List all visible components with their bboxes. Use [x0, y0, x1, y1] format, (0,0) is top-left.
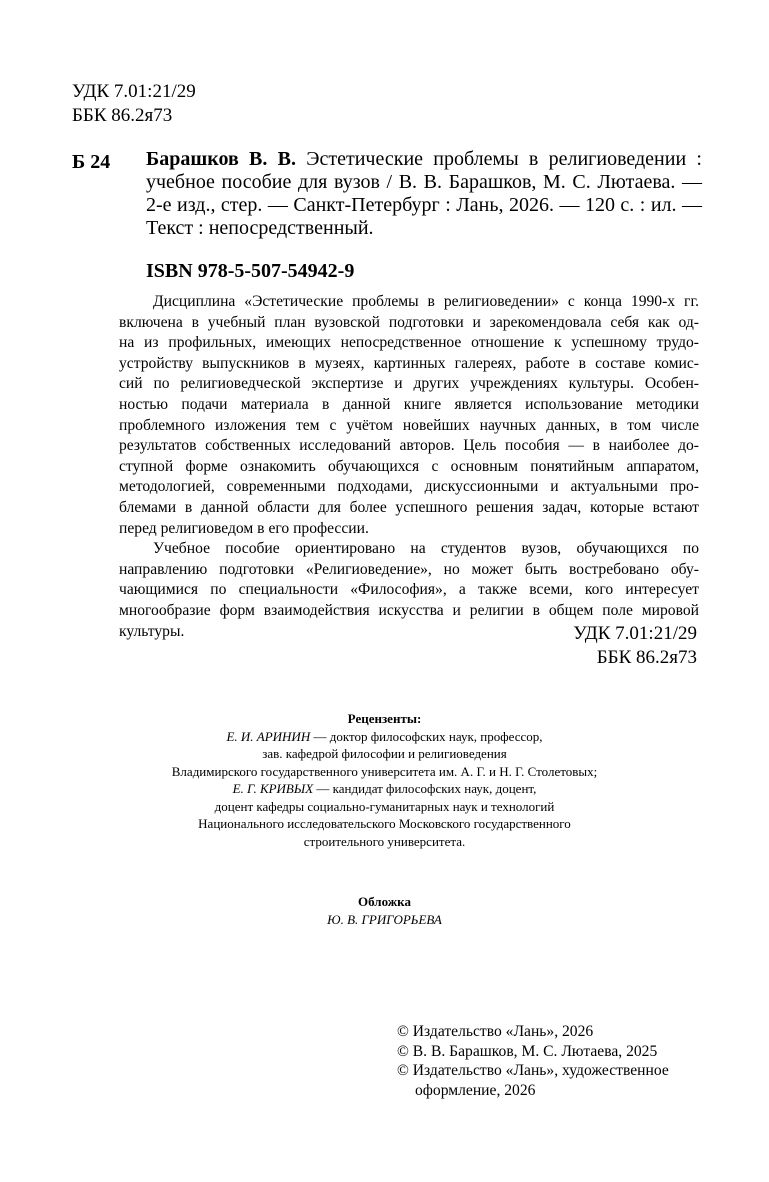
annotation-line: Учебное пособие ориентировано на студентов вузов, обучающихся по [153, 540, 699, 558]
annotation-line: культуры. [119, 622, 185, 640]
annotation-line: проблемного изложения тем с учётом новейших научных данных, в том числе [119, 416, 699, 434]
reviewer-2-position: доцент кафедры социально-гуманитарных наук и технологий [214, 798, 555, 814]
reviewer-2-affiliation-cont: строительного университета. [303, 833, 466, 849]
bbk-code: ББК 86.2я73 [72, 105, 173, 126]
annotation-line: методологией, современными подходами, дискуссионными и актуальными про- [119, 478, 699, 496]
reviewer-2-degree: — кандидат философских наук, доцент, [313, 781, 537, 796]
cover-credit [0, 893, 769, 928]
annotation-line: результатов собственных исследований авторов. Цель пособия — в наиболее до- [119, 437, 699, 455]
cover-designer: Ю. В. ГРИГОРЬЕВА [327, 911, 442, 927]
annotation-line: Дисциплина «Эстетические проблемы в религиоведении» с конца 1990-х гг. [153, 293, 699, 310]
isbn: ISBN 978-5-507-54942-9 [146, 260, 355, 282]
annotation-line: ностью подачи материала в данной книге является использование методики [119, 395, 699, 413]
footer-classification [573, 622, 697, 670]
reviewer-1-line [0, 728, 769, 746]
copyright-line: © Издательство «Лань», художественное [397, 1062, 669, 1079]
annotation-line: многообразие форм взаимодействия искусства и религии в общем поле мировой [119, 601, 699, 619]
entry-line: Текст : непосредственный. [146, 217, 374, 239]
entry-line [146, 148, 702, 171]
reviewer-1-position: зав. кафедрой философии и религиоведения [262, 746, 507, 761]
header-classification [72, 80, 196, 128]
bbk-code: ББК 86.2я73 [596, 647, 697, 668]
copyright-line: © В. В. Барашков, М. С. Лютаева, 2025 [397, 1042, 658, 1060]
entry-line: 2-е изд., стер. — Санкт-Петербург : Лань, 2026. — 120 с. : ил. — [146, 194, 702, 216]
udk-code: УДК 7.01:21/29 [573, 623, 697, 644]
reviewers-block [0, 710, 769, 850]
cover-heading: Обложка [358, 894, 411, 909]
author-mark: Б 24 [72, 151, 111, 173]
annotation-line: устройству выпускников в музеях, картинных галереях, работе в составе комис- [119, 354, 699, 372]
copyright-line: оформление, 2026 [415, 1081, 536, 1099]
annotation-line: блемами в данной области для более успешного решения задач, которые встают [119, 498, 699, 516]
annotation-line: сий по религиоведческой экспертизе и других учреждениях культуры. Особен- [119, 375, 699, 393]
reviewers-heading: Рецензенты: [347, 711, 422, 726]
reviewer-1-degree: — доктор философских наук, профессор, [310, 728, 543, 744]
reviewer-2-affiliation: Национального исследовательского Московского государственного [198, 816, 571, 831]
reviewer-2-line [0, 780, 769, 798]
annotation [119, 292, 699, 642]
bibliographic-entry [146, 148, 702, 240]
annotation-line: на из профильных, имеющих непосредственное отношение к успешному трудо- [119, 334, 699, 352]
copyright-block [397, 1022, 669, 1100]
reviewer-2-name: Е. Г. КРИВЫХ [232, 781, 314, 796]
entry-line: учебное пособие для вузов / В. В. Барашков, М. С. Лютаева. — [146, 171, 702, 193]
reviewer-1-affiliation: Владимирского государственного университета им. А. Г. и Н. Г. Столетовых; [171, 763, 598, 779]
copyright-line: © Издательство «Лань», 2026 [397, 1023, 594, 1040]
author-name: Барашков В. В. [146, 148, 297, 170]
entry-title-text: Эстетические проблемы в религиоведении : [296, 148, 702, 170]
reviewer-1-name: Е. И. АРИНИН [226, 728, 311, 744]
annotation-line: перед религиоведом в его профессии. [119, 519, 369, 537]
annotation-line: чающимися по специальности «Философия», а также всеми, кого интересует [119, 581, 699, 599]
annotation-line: ступной форме ознакомить обучающихся с основным понятийным аппаратом, [119, 457, 699, 475]
udk-code: УДК 7.01:21/29 [72, 81, 196, 102]
annotation-line: направлению подготовки «Религиоведение», но может быть востребовано обу- [119, 560, 699, 578]
annotation-line: включена в учебный план вузовской подготовки и зарекомендовала себя как од- [119, 313, 699, 331]
